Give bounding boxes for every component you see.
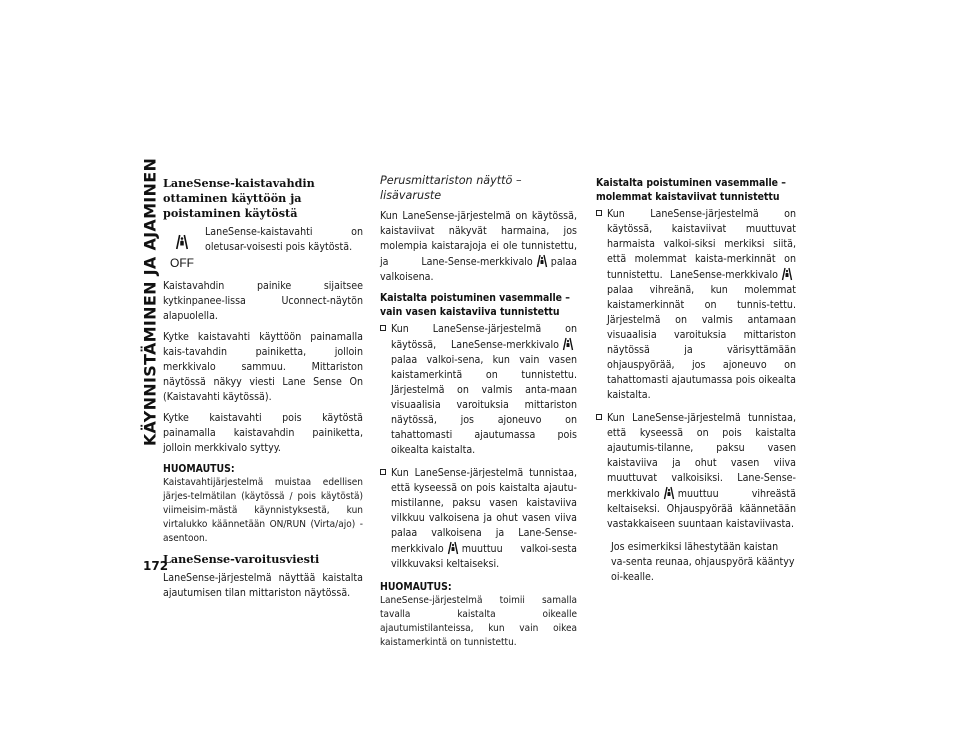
lanesense-off-note (163, 225, 363, 273)
paragraph: Kytke kaistavahti käyttöön painamalla kais-tavahdin painiketta, jolloin merkkivalo sammuu. Mittariston näytössä näkyy viesti Lane Sense On (Kaistavahti käytössä). (163, 331, 363, 403)
note-text: LaneSense-järjestelmä toimii samalla tavalla kaistalta oikealle ajautumistilanteissa, kun vain oikea kaistamerkintä on tunnistettu. (380, 595, 577, 648)
lanesense-icon (536, 254, 548, 268)
paragraph: Kaistavahdin painike sijaitsee kytkinpanee-lissa Uconnect-näytön alapuolella. (163, 280, 363, 322)
column-3 (596, 176, 796, 591)
list-item (380, 322, 577, 458)
bullet-list (380, 322, 577, 572)
text-run: Kun LaneSense-järjestelmä tunnistaa, että kyseessä on pois kaistalta ajautumis-tilanne, paksu vasen kaistaviiva ja ohut vasen viiva muuttuvat valkoisiksi. Lane-Sense-merkkivalo (607, 412, 796, 500)
sub-heading-both-lines: Kaistalta poistuminen vasemmalle – molemmat kaistaviivat tunnistettu (596, 177, 786, 203)
list-item (596, 411, 796, 532)
paragraph: LaneSense-järjestelmä näyttää kaistalta ajautumisen tilan mittariston näytössä. (163, 572, 363, 599)
page-number: 172 (143, 559, 169, 573)
bullet-list (596, 207, 796, 532)
text-run: Kun LaneSense-järjestelmä on käytössä, kaistaviivat näkyvät harmaina, jos molempia kaistarajoja ei ole tunnistettu, ja Lane-Sense-merkkivalo (380, 210, 577, 268)
list-item (596, 207, 796, 403)
section-heading-warning: LaneSense-varoitusviesti (163, 552, 320, 566)
side-chapter-tab (140, 157, 160, 447)
off-label: OFF (170, 256, 194, 270)
column-1 (163, 176, 363, 607)
text-run: palaa valkoi-sena, kun vain vasen kaistamerkintä on tunnistettu. Järjestelmä on valmis anta-maan visuaalisia varoituksia mittariston näytössä, jos ajoneuvo on tahattomasti ajautumassa pois oikealta kaistalta. (391, 354, 577, 456)
lanesense-off-indicator (167, 233, 197, 269)
lanesense-icon (447, 541, 459, 555)
paragraph: LaneSense-kaistavahti on oletusar-voisesti pois käytöstä. (205, 226, 363, 253)
paragraph: Kytke kaistavahti pois käytöstä painamalla kaistavahdin painiketta, jolloin merkkivalo syttyy. (163, 412, 363, 454)
chapter-title: KÄYNNISTÄMINEN JA AJAMINEN (140, 157, 160, 447)
note-text: Kaistavahtijärjestelmä muistaa edellisen järjes-telmätilan (käytössä / pois käytöstä) viimeisim-mästä käynnistyksestä, kun virtalukko käännetään ON/RUN (Virta/ajo) -asentoon. (163, 477, 363, 544)
indented-example: Jos esimerkiksi lähestytään kaistan va-senta reunaa, ohjauspyörä kääntyy oi-kealle. (611, 541, 795, 583)
text-run: muuttuu vihreästä keltaiseksi. Ohjauspyörää käännetään vastakkaiseen suuntaan kaistaviivasta. (607, 488, 796, 530)
column-2 (380, 173, 577, 656)
note-title: HUOMAUTUS: (163, 463, 235, 475)
text-run: Kun LaneSense-järjestelmä on käytössä, kaistaviivat muuttuvat harmaista valkoi-siksi merkiksi siitä, että molemmat kaista-merkinnät on tunnistettu. LaneSense-merkkivalo (607, 208, 796, 281)
text-run: palaa vihreänä, kun molemmat kaistamerkinnät on tunnis-tettu. Järjestelmä on valmis antamaan visuaalisia varoituksia mittariston näytössä ja värisyttämään ohjauspyörää, jos ajoneuvo on tahattomasti ajautumassa pois oikealta kaistalta. (607, 284, 796, 401)
section-heading-enable-disable: LaneSense-kaistavahdin ottaminen käyttöön ja poistaminen käytöstä (163, 176, 315, 220)
section-heading-base-cluster: Perusmittariston näyttö – lisävaruste (380, 174, 522, 202)
lanesense-icon (562, 337, 574, 351)
list-item (380, 466, 577, 572)
text-run: palaa valkoisena. (380, 256, 577, 283)
sub-heading-left-only: Kaistalta poistuminen vasemmalle – vain vasen kaistaviiva tunnistettu (380, 292, 570, 318)
paragraph (380, 209, 577, 285)
lanesense-icon (175, 233, 189, 251)
bullet-box-icon (596, 414, 602, 420)
note-title: HUOMAUTUS: (380, 581, 452, 593)
text-run: muuttuu valkoi-sesta vilkkuvaksi keltaiseksi. (391, 543, 577, 570)
lanesense-icon (663, 486, 675, 500)
bullet-box-icon (380, 325, 386, 331)
text-run: Kun LaneSense-järjestelmä on käytössä, LaneSense-merkkivalo (391, 323, 577, 351)
bullet-box-icon (596, 210, 602, 216)
text-run: Kun LaneSense-järjestelmä tunnistaa, että kyseessä on pois kaistalta ajautu-mistilanne, paksu vasen kaistaviiva vilkkuu valkoisena ja ohut vasen viiva palaa valkoisena ja Lane-Sense-merkkivalo (391, 467, 577, 555)
lanesense-icon (781, 267, 793, 281)
bullet-box-icon (380, 469, 386, 475)
